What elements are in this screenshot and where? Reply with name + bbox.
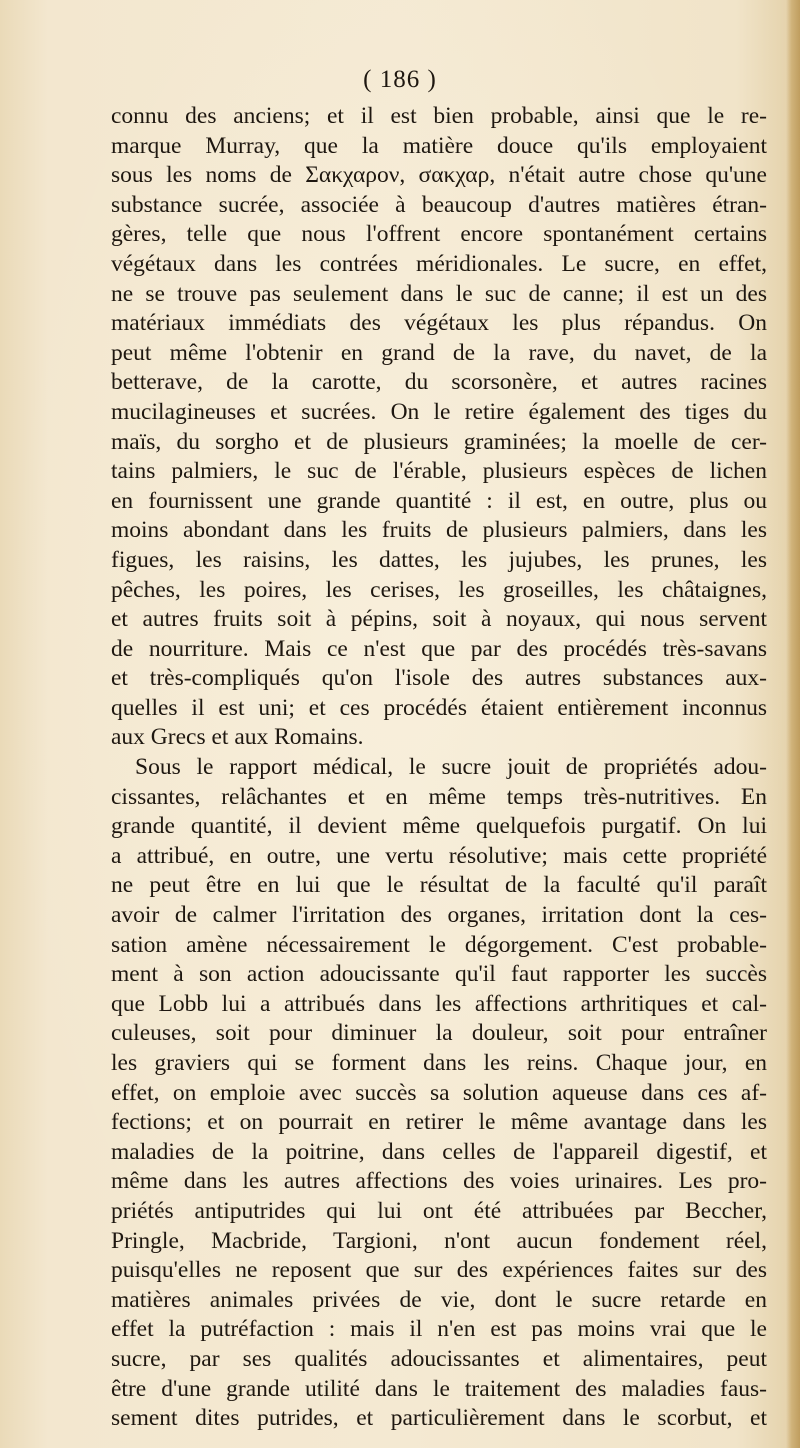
text-line: substance sucrée, associée à beaucoup d'autres matières étran- [111, 191, 767, 218]
text-line: et autres fruits soit à pépins, soit à noyaux, qui nous servent [111, 606, 767, 633]
page-number: ( 186 ) [363, 66, 437, 93]
text-line: et très-compliqués qu'on l'isole des autres substances aux- [111, 665, 767, 692]
text-line: sement dites putrides, et particulièrement dans le scorbut, et [111, 1405, 767, 1432]
text-line: maladies de la poitrine, dans celles de l'appareil digestif, et [111, 1138, 767, 1165]
text-line: effet la putréfaction : mais il n'en est pas moins vrai que le [111, 1316, 767, 1343]
text-line: de nourriture. Mais ce n'est que par des procédés très-savans [111, 635, 767, 662]
text-line: moins abondant dans les fruits de plusieurs palmiers, dans les [111, 517, 767, 544]
text-line: quelles il est uni; et ces procédés étaient entièrement inconnus [111, 694, 767, 721]
text-line: matériaux immédiats des végétaux les plus répandus. On [111, 310, 767, 337]
text-line: que Lobb lui a attribués dans les affections arthritiques et cal- [111, 990, 767, 1017]
text-line: ne se trouve pas seulement dans le suc de canne; il est un des [111, 280, 767, 307]
text-line: effet, on emploie avec succès sa solution aqueuse dans ces af- [111, 1079, 767, 1106]
text-line: priétés antiputrides qui lui ont été attribuées par Beccher, [111, 1197, 767, 1224]
text-line: avoir de calmer l'irritation des organes, irritation dont la ces- [111, 902, 767, 929]
text-line: sation amène nécessairement le dégorgement. C'est probable- [111, 931, 767, 958]
text-line: marque Murray, que la matière douce qu'ils employaient [111, 132, 767, 159]
text-line: figues, les raisins, les dattes, les jujubes, les prunes, les [111, 546, 767, 573]
text-line: végétaux dans les contrées méridionales. Le sucre, en effet, [111, 250, 767, 277]
text-line: puisqu'elles ne reposent que sur des expériences faites sur des [111, 1257, 767, 1284]
text-line: gères, telle que nous l'offrent encore spontanément certains [111, 221, 767, 248]
text-line: culeuses, soit pour diminuer la douleur, soit pour entraîner [111, 1020, 767, 1047]
text-line: cissantes, relâchantes et en même temps très-nutritives. En [111, 783, 767, 810]
text-line: pêches, les poires, les cerises, les groseilles, les châtaignes, [111, 576, 767, 603]
text-line: grande quantité, il devient même quelquefois purgatif. On lui [111, 813, 767, 840]
text-line: ne peut être en lui que le résultat de la faculté qu'il paraît [111, 872, 767, 899]
text-line: même dans les autres affections des voies urinaires. Les pro- [111, 1168, 767, 1195]
paragraph-end-line: aux Grecs et aux Romains. [111, 724, 364, 751]
text-line: sucre, par ses qualités adoucissantes et alimentaires, peut [111, 1345, 767, 1372]
text-line: fections; et on pourrait en retirer le même avantage dans les [111, 1109, 767, 1136]
text-line: Pringle, Macbride, Targioni, n'ont aucun fondement réel, [111, 1227, 767, 1254]
text-line: maïs, du sorgho et de plusieurs graminées; la moelle de cer- [111, 428, 767, 455]
text-line: tains palmiers, le suc de l'érable, plusieurs espèces de lichen [111, 458, 767, 485]
text-line: connu des anciens; et il est bien probable, ainsi que le re- [111, 103, 767, 129]
text-line: en fournissent une grande quantité : il est, en outre, plus ou [111, 487, 767, 514]
text-line: matières animales privées de vie, dont le sucre retarde en [111, 1286, 767, 1313]
paragraph-start-line: Sous le rapport médical, le sucre jouit de propriétés adou- [135, 754, 767, 781]
body-text [111, 102, 767, 1434]
text-line: ment à son action adoucissante qu'il faut rapporter les succès [111, 961, 767, 988]
text-line: les graviers qui se forment dans les reins. Chaque jour, en [111, 1050, 767, 1076]
text-line: être d'une grande utilité dans le traitement des maladies faus- [111, 1375, 767, 1402]
text-line: a attribué, en outre, une vertu résolutive; mais cette propriété [111, 842, 767, 869]
text-line: betterave, de la carotte, du scorsonère, et autres racines [111, 369, 767, 396]
text-line: sous les noms de Σακχαρον, σακχαρ, n'était autre chose qu'une [111, 162, 767, 189]
text-line: mucilagineuses et sucrées. On le retire également des tiges du [111, 398, 767, 425]
page-edge-shadow [786, 0, 800, 1448]
text-line: peut même l'obtenir en grand de la rave, du navet, de la [111, 339, 767, 366]
